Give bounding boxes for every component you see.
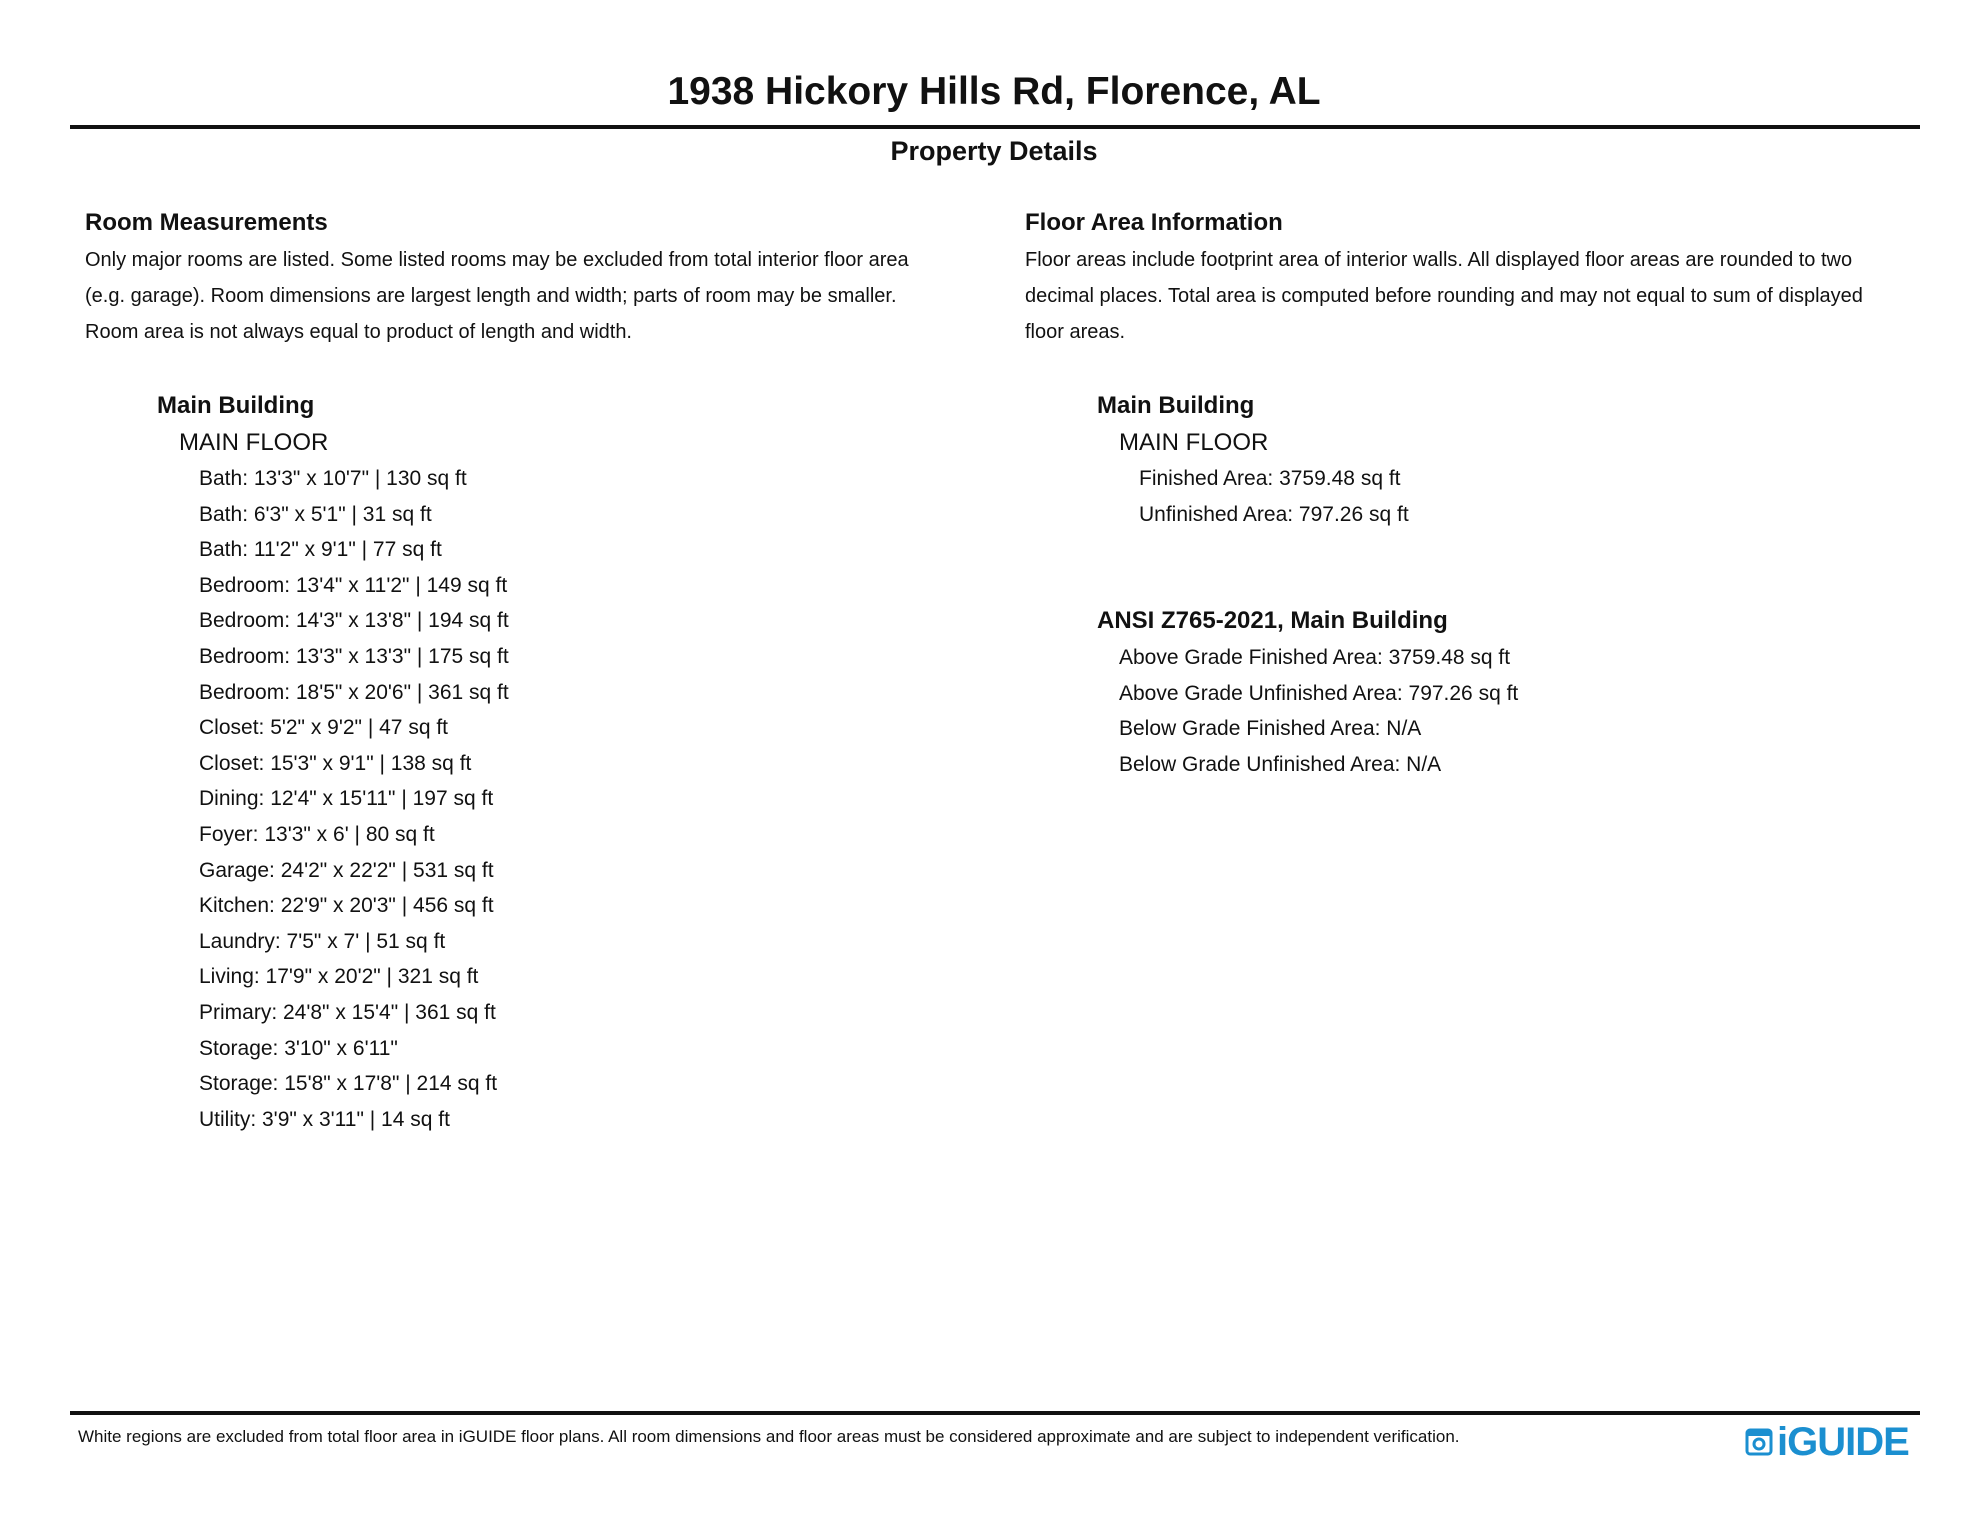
iguide-logo-text: iGUIDE — [1777, 1420, 1909, 1464]
ansi-group — [1025, 602, 1965, 782]
floor-area-list — [1025, 461, 1965, 532]
room-item: Living: 17'9" x 20'2" | 321 sq ft — [199, 965, 479, 989]
building-name: Main Building — [1097, 392, 1255, 419]
ansi-heading: ANSI Z765-2021, Main Building — [1097, 607, 1448, 635]
room-item: Garage: 24'2" x 22'2" | 531 sq ft — [199, 858, 494, 882]
ansi-area-item: Above Grade Finished Area: 3759.48 sq ft — [1119, 646, 1511, 670]
ansi-area-item: Below Grade Finished Area: N/A — [1119, 717, 1422, 741]
ansi-area-item: Below Grade Unfinished Area: N/A — [1119, 752, 1442, 776]
room-measurements-note-line: Room area is not always equal to product of length and width. — [85, 321, 632, 343]
room-item: Kitchen: 22'9" x 20'3" | 456 sq ft — [199, 894, 494, 918]
building-name: Main Building — [157, 392, 315, 419]
room-measurements-note-line: Only major rooms are listed. Some listed rooms may be excluded from total interior floor area — [85, 249, 909, 271]
room-measurements-note-line: (e.g. garage). Room dimensions are largest length and width; parts of room may be smaller. — [85, 285, 897, 307]
room-item: Bath: 6'3" x 5'1" | 31 sq ft — [199, 502, 432, 526]
ansi-area-list — [1025, 640, 1965, 782]
floor-area-note-line: Floor areas include footprint area of interior walls. All displayed floor areas are rounded to two — [1025, 249, 1853, 271]
title-divider — [70, 125, 1920, 129]
floor-area-section — [1025, 204, 1965, 783]
room-item: Closet: 5'2" x 9'2" | 47 sq ft — [199, 716, 449, 740]
room-measurements-heading: Room Measurements — [85, 209, 328, 236]
room-item: Bath: 11'2" x 9'1" | 77 sq ft — [199, 538, 442, 562]
floor-area-note-line: decimal places. Total area is computed before rounding and may not equal to sum of displayed — [1025, 285, 1863, 307]
page-subtitle: Property Details — [890, 136, 1098, 166]
room-item: Foyer: 13'3" x 6' | 80 sq ft — [199, 822, 435, 846]
iguide-logo — [1745, 1420, 1909, 1464]
area-item: Unfinished Area: 797.26 sq ft — [1139, 502, 1409, 526]
floor-area-heading: Floor Area Information — [1025, 209, 1283, 236]
room-item: Bedroom: 13'4" x 11'2" | 149 sq ft — [199, 573, 508, 597]
room-item: Utility: 3'9" x 3'11" | 14 sq ft — [199, 1107, 450, 1131]
room-item: Bedroom: 18'5" x 20'6" | 361 sq ft — [199, 680, 509, 704]
room-item: Primary: 24'8" x 15'4" | 361 sq ft — [199, 1000, 496, 1024]
floor-area-note-line: floor areas. — [1025, 321, 1126, 343]
floor-name: MAIN FLOOR — [1119, 429, 1269, 456]
room-list-group — [85, 387, 985, 1137]
floor-name: MAIN FLOOR — [179, 429, 329, 456]
iguide-camera-icon — [1745, 1427, 1773, 1457]
ansi-area-item: Above Grade Unfinished Area: 797.26 sq ft — [1119, 681, 1519, 705]
room-item: Laundry: 7'5" x 7' | 51 sq ft — [199, 929, 446, 953]
room-item: Bedroom: 14'3" x 13'8" | 194 sq ft — [199, 609, 509, 633]
page-title: 1938 Hickory Hills Rd, Florence, AL — [667, 70, 1321, 113]
room-measurements-section — [85, 204, 985, 1137]
area-item: Finished Area: 3759.48 sq ft — [1139, 467, 1401, 490]
room-item: Bath: 13'3" x 10'7" | 130 sq ft — [199, 467, 467, 490]
footer-note: White regions are excluded from total floor area in iGUIDE floor plans. All room dimensions and floor areas must be considered approximate and are subject to independent verification. — [78, 1427, 1460, 1446]
room-item: Closet: 15'3" x 9'1" | 138 sq ft — [199, 751, 472, 775]
room-item: Storage: 3'10" x 6'11" — [199, 1036, 398, 1060]
floor-area-group — [1025, 387, 1965, 532]
room-item: Bedroom: 13'3" x 13'3" | 175 sq ft — [199, 644, 509, 668]
footer-divider — [70, 1411, 1920, 1415]
room-item: Dining: 12'4" x 15'11" | 197 sq ft — [199, 787, 494, 811]
room-item: Storage: 15'8" x 17'8" | 214 sq ft — [199, 1072, 498, 1096]
room-list — [85, 461, 985, 1137]
